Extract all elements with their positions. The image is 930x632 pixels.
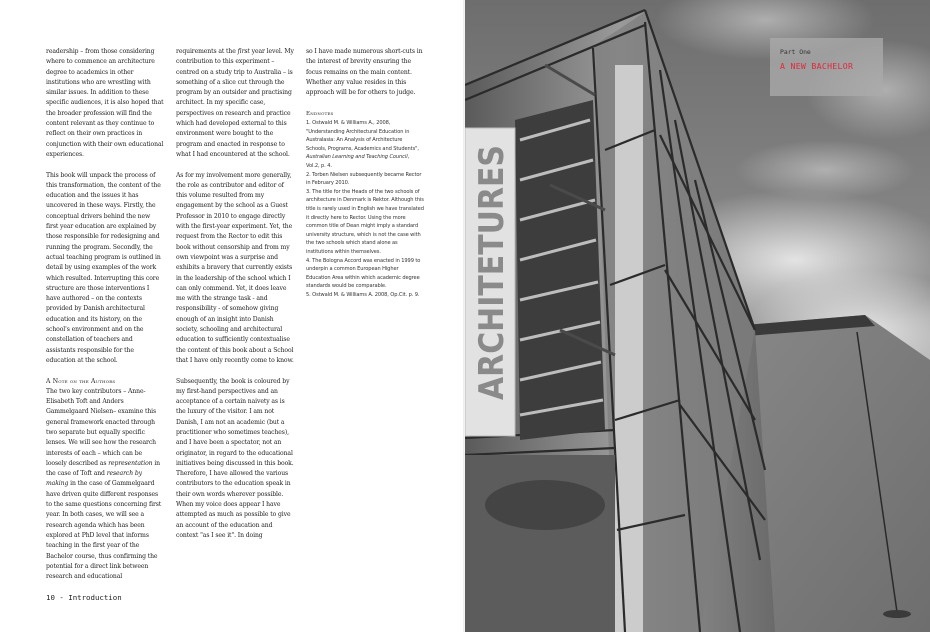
text-column-3 [306, 47, 424, 300]
paragraph: Subsequently, the book is coloured by my first-hand perspectives and an acceptance of a certain naivety as is the luxury of the visitor. I am not Danish, I am not an academic (but a practitioner who sometimes teaches), and I have been a spectator, not an originator, in regard to the educational initiatives being discussed in this book. Therefore, I have allowed the various contributors to the education speak in their own words wherever possible. When my voice does appear I have attempted as much as possible to give an account of the education and context "as I see it". In doing [176, 377, 294, 539]
text-column-2 [176, 47, 294, 552]
endnotes-heading: Endnotes [306, 110, 334, 117]
endnotes-list [306, 119, 424, 299]
paragraph: The two key contributors – Anne-Elisabeth Toft and Anders Gammelgaard Nielsen– examine this general framework enacted through two separate but equally specific lenses. We will see how the research interests of each – which can be loosely described as representation in the case of Toft and research by making in the case of Gammelgaard have driven quite different responses to the same questions concerning first year. In both cases, we will see a research agenda which has been explored at PhD level that informs teaching in the first year of the Bachelor course, thus confirming the potential for a direct link between research and educational [46, 387, 162, 581]
endnote: 4. The Bologna Accord was enacted in 1999 to underpin a common European Higher Education Area within which academic degree standards would be comparable. [306, 257, 421, 290]
page-footer: 10 - Introduction [46, 593, 122, 602]
cloud [735, 140, 915, 200]
endnote: 3. The title for the Heads of the two schools of architecture in Denmark is Rektor. Although this title is rarely used in English we have translated it directly here to Rector. Using the more common title of Dean might imply a standard university structure, which is not the case with the two schools which stand alone as institutions within themselves. [306, 188, 424, 255]
endnote: 2. Torben Nielsen subsequently became Rector in February 2010. [306, 171, 422, 187]
paragraph: As for my involvement more generally, the role as contributor and editor of this volume resulted from my engagement by the school as a Guest Professor in 2010 to engage directly with the first-year experiment. Yet, the request from the Rector to edit this book without censorship and from my own viewpoint was a surprise and exhibits a bravery that currently exists in the leadership of the school which I can only commend. Yet, it does leave me with the strange task - and responsibility - of somehow giving enough of an insight into Danish society, schooling and architectural education to sufficiently contextualise the content of this book about a School that I have only recently come to know. [176, 171, 294, 364]
endnote: 1. Ostwald M. & Williams A., 2008, "Understanding Architectural Education in Australasia: An Analysis of Architecture Schools, Programs, Academics and Students", Australian Learning and Teaching Council, Vol.2, p. 4. [306, 120, 419, 170]
louver-panel [515, 100, 605, 440]
section-heading: A Note on the Authors [46, 377, 116, 385]
part-label: Part One [780, 48, 811, 56]
lamp [883, 610, 911, 618]
paragraph: readership – from those considering where to commence an architecture degree to academics in other institutions who are wrestling with similar issues. In addition to these specific audiences, it is also hoped that the broader profession will find the content relevant as they continue to reflect on their own practices in conjunction with their own educational experiences. [46, 48, 164, 158]
text-column-1 [46, 47, 164, 593]
paragraph: This book will unpack the process of this transformation, the content of the education and the issues it has uncovered in these ways. Firstly, the conceptual drivers behind the new first year education are explained by those responsible for redesigning and running the program. Secondly, the actual teaching program is outlined in detail by using examples of the work which resulted. Interrupting this core structure are those interventions I have authored – on the contexts provided by Danish architectural education and its history, on the school's environment and on the constellation of teachers and assistants responsible for the education at the school. [46, 171, 161, 364]
paragraph: requirements at the first year level. My contribution to this experiment – centred on a study trip to Australia – is something of a slice cut through the program by an outsider and practising architect. In my specific case, perspectives on research and practice which had developed external to this environment were bought to the program and enacted in response to what I had encountered at the school. [176, 48, 294, 158]
right-page [465, 0, 930, 632]
endnote: 5. Ostwald M. & Williams A. 2008, Op.Cit. p. 9. [306, 291, 420, 298]
column-pipe [615, 65, 643, 632]
part-title: A NEW BACHELOR [780, 61, 854, 71]
sign-text: ARCHITETURES [472, 110, 512, 400]
chapter-label-box [770, 38, 883, 96]
paragraph: so I have made numerous short-cuts in the interest of brevity ensuring the focus remains on the main content. Whether any value resides in this approach will be for others to judge. [306, 48, 423, 97]
